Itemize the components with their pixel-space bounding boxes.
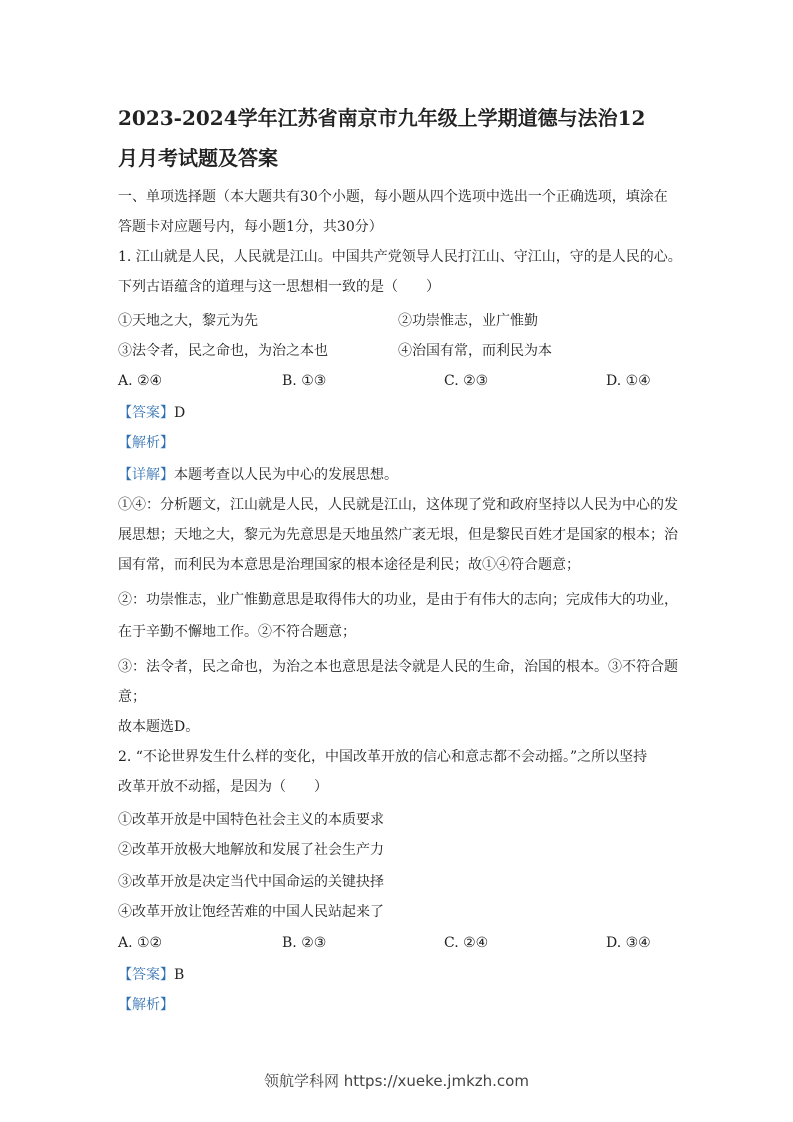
q1-explanation-line1: ①④：分析题文，江山就是人民，人民就是江山，这体现了党和政府坚持以人民为中心的发 xyxy=(118,497,678,513)
q2-answer-line xyxy=(118,965,184,985)
doc-title-line2: 月月考试题及答案 xyxy=(118,146,278,170)
q1-statement-4: ④治国有常，而利民为本 xyxy=(398,343,552,359)
q1-explanation-line5: 在于辛勤不懈地工作。②不符合题意； xyxy=(118,624,356,640)
q2-statement-4: ④改革开放让饱经苦难的中国人民站起来了 xyxy=(118,904,384,920)
q1-option-a: A. ②④ xyxy=(118,373,163,389)
q1-stem-line2: 下列古语蕴含的道理与这一思想相一致的是（ ） xyxy=(118,279,440,295)
q1-statement-2: ②功崇惟志，业广惟勤 xyxy=(398,313,538,329)
q1-option-d: D. ①④ xyxy=(606,373,651,389)
q2-analysis-tag: 【解析】 xyxy=(118,997,174,1013)
q1-analysis-tag: 【解析】 xyxy=(118,435,174,451)
q1-stem-line1: 1. 江山就是人民，人民就是江山。中国共产党领导人民打江山、守江山，守的是人民的心。 xyxy=(118,249,682,265)
q1-option-b: B. ①③ xyxy=(282,373,327,389)
q1-statement-1: ①天地之大，黎元为先 xyxy=(118,313,258,329)
q1-answer-tag: 【答案】 xyxy=(118,405,174,421)
footer-watermark: 领航学科网 https://xueke.jmkzh.com xyxy=(264,1072,529,1090)
q1-detail-text: 本题考查以人民为中心的发展思想。 xyxy=(174,467,398,483)
q1-conclusion: 故本题选D。 xyxy=(118,719,200,735)
q1-explanation-line4: ②：功崇惟志，业广惟勤意思是取得伟大的功业，是由于有伟大的志向；完成伟大的功业， xyxy=(118,592,678,608)
doc-title-line1: 2023-2024学年江苏省南京市九年级上学期道德与法治12 xyxy=(118,106,646,130)
q2-stem-line1: 2. “不论世界发生什么样的变化，中国改革开放的信心和意志都不会动摇。”之所以坚持 xyxy=(118,749,648,765)
q2-statement-3: ③改革开放是决定当代中国命运的关键抉择 xyxy=(118,874,384,890)
q1-explanation-line2: 展思想；天地之大，黎元为先意思是天地虽然广袤无垠，但是黎民百姓才是国家的根本；治 xyxy=(118,527,678,543)
section-heading-line1: 一、单项选择题（本大题共有30个小题，每小题从四个选项中选出一个正确选项，填涂在 xyxy=(118,189,668,205)
q2-option-d: D. ③④ xyxy=(606,935,651,951)
q2-statement-1: ①改革开放是中国特色社会主义的本质要求 xyxy=(118,812,384,828)
q1-explanation-line7: 意； xyxy=(118,689,146,705)
q2-option-c: C. ②④ xyxy=(444,935,489,951)
q1-statement-3: ③法令者，民之命也，为治之本也 xyxy=(118,343,328,359)
q2-answer-tag: 【答案】 xyxy=(118,967,174,983)
q2-option-a: A. ①② xyxy=(118,935,163,951)
q1-option-c: C. ②③ xyxy=(444,373,489,389)
q1-detail-tag: 【详解】 xyxy=(118,467,174,483)
q1-explanation-line3: 国有常，而利民为本意思是治理国家的根本途径是利民；故①④符合题意； xyxy=(118,557,580,573)
q1-answer-value: D xyxy=(174,405,186,421)
q2-answer-value: B xyxy=(174,967,185,983)
q2-option-b: B. ②③ xyxy=(282,935,327,951)
q1-explanation-line6: ③：法令者，民之命也，为治之本也意思是法令就是人民的生命，治国的根本。③不符合题 xyxy=(118,659,678,675)
section-heading-line2: 答题卡对应题号内，每小题1分，共30分） xyxy=(118,219,383,235)
q1-answer-line xyxy=(118,403,185,423)
q2-statement-2: ②改革开放极大地解放和发展了社会生产力 xyxy=(118,842,384,858)
q2-stem-line2: 改革开放不动摇，是因为（ ） xyxy=(118,779,328,795)
q1-detail-line xyxy=(118,465,398,485)
